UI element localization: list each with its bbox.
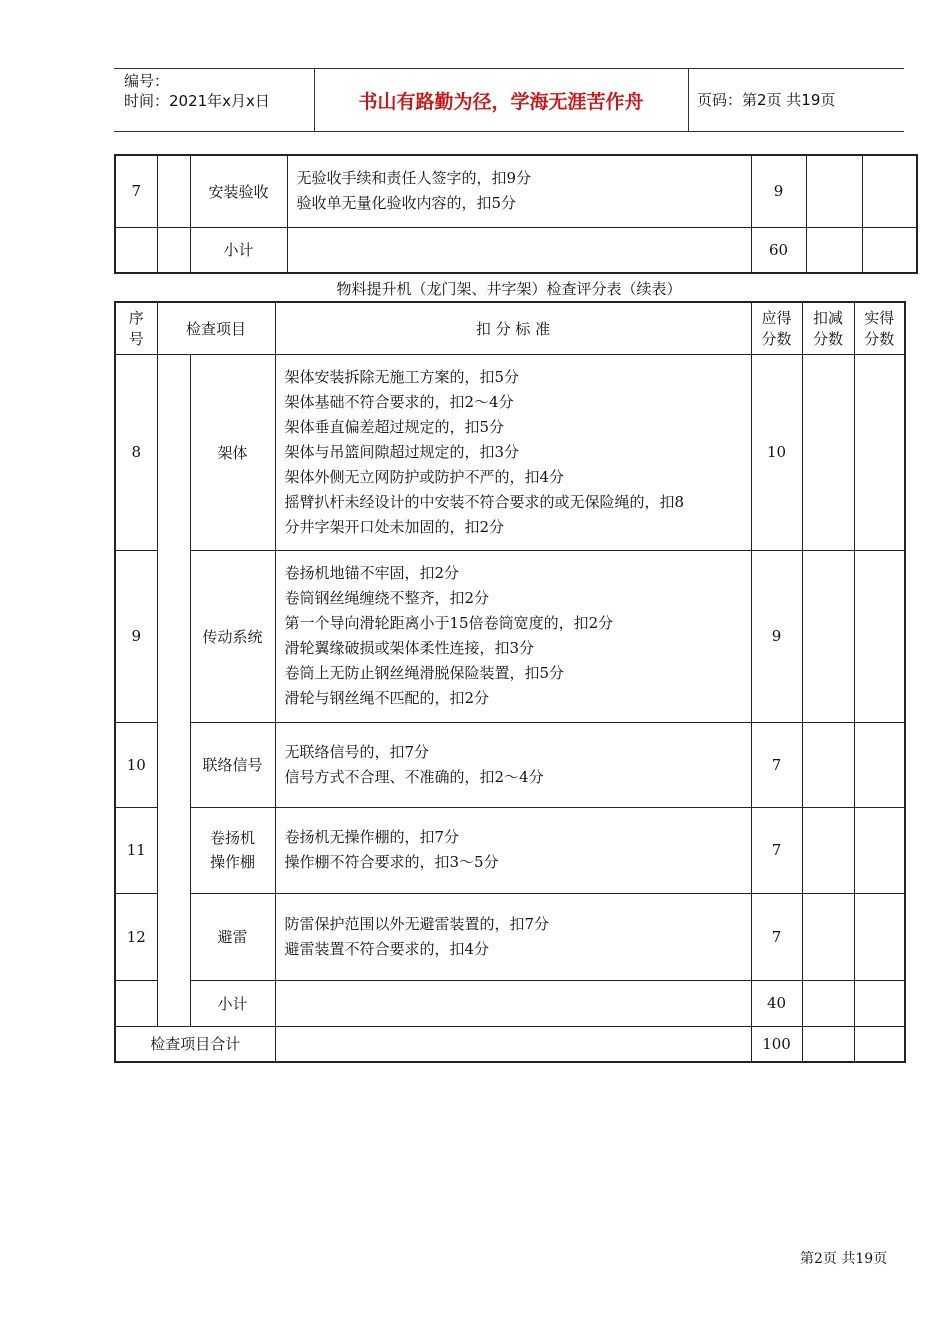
table-row: [115, 807, 905, 893]
header-meta: [124, 71, 270, 111]
group-cell: [157, 354, 190, 1026]
header-page-label: 页码：第2页 共19页: [697, 91, 836, 109]
row-criteria: 卷扬机无操作棚的，扣7分 操作棚不符合要求的，扣3～5分: [275, 807, 751, 893]
page-header: [114, 68, 904, 132]
table-row: [115, 550, 905, 722]
score-table-top: [114, 154, 918, 274]
row-no: 10: [115, 722, 157, 807]
row-criteria: 卷扬机地锚不牢固，扣2分 卷筒钢丝绳缠绕不整齐，扣2分 第一个导向滑轮距离小于15倍卷筒宽度的，扣2分 滑轮翼缘破损或架体柔性连接，扣3分 卷筒上无防止钢丝绳滑脱保险装置，扣5分 滑轮与钢丝绳不匹配的，扣2分: [275, 550, 751, 722]
row-score: 7: [751, 893, 802, 980]
row-score: 7: [751, 722, 802, 807]
date-label: 时间：2021年x月x日: [124, 92, 270, 110]
table-header-row: [115, 302, 905, 354]
row-no: 9: [115, 550, 157, 722]
row-criteria: 防雷保护范围以外无避雷装置的，扣7分 避雷装置不符合要求的，扣4分: [275, 893, 751, 980]
header-motto: 书山有路勤为径，学海无涯苦作舟: [358, 91, 644, 113]
row-score: 7: [751, 807, 802, 893]
number-label: 编号：: [124, 72, 170, 90]
subtotal-row: [115, 227, 917, 273]
header-item: 检查项目: [157, 302, 275, 354]
header-criteria: 扣 分 标 准: [275, 302, 751, 354]
subtotal-score: 40: [751, 980, 802, 1026]
subtotal-label: 小计: [190, 980, 275, 1026]
total-label: 检查项目合计: [115, 1026, 275, 1062]
subtotal-score: 60: [751, 227, 806, 273]
header-no: 序 号: [115, 302, 157, 354]
row-item: 架体: [190, 354, 275, 550]
row-no: 8: [115, 354, 157, 550]
row-item: 安装验收: [190, 155, 287, 227]
page-footer: 第2页 共19页: [800, 1251, 888, 1267]
row-no: 11: [115, 807, 157, 893]
row-item: 卷扬机 操作棚: [190, 807, 275, 893]
header-deduct: 扣减 分数: [802, 302, 854, 354]
row-no: 12: [115, 893, 157, 980]
header-actual: 实得 分数: [854, 302, 905, 354]
row-item: 传动系统: [190, 550, 275, 722]
subtotal-label: 小计: [190, 227, 287, 273]
total-score: 100: [751, 1026, 802, 1062]
row-score: 9: [751, 550, 802, 722]
table-row: [115, 893, 905, 980]
total-row: [115, 1026, 905, 1062]
table-caption: 物料提升机（龙门架、井字架）检查评分表（续表）: [336, 280, 682, 298]
table-row: [115, 722, 905, 807]
header-score: 应得 分数: [751, 302, 802, 354]
row-criteria: 无联络信号的，扣7分 信号方式不合理、不准确的，扣2～4分: [275, 722, 751, 807]
row-item: 联络信号: [190, 722, 275, 807]
row-item: 避雷: [190, 893, 275, 980]
row-score: 10: [751, 354, 802, 550]
row-criteria: 架体安装拆除无施工方案的，扣5分 架体基础不符合要求的，扣2～4分 架体垂直偏差超过规定的，扣5分 架体与吊篮间隙超过规定的，扣3分 架体外侧无立网防护或防护不严的，扣4分 摇臂扒杆未经设计的中安装不符合要求的或无保险绳的，扣8 分井字架开口处未加固的，扣2分: [275, 354, 751, 550]
table-row: [115, 155, 917, 227]
subtotal-row: [115, 980, 905, 1026]
table-row: [115, 354, 905, 550]
row-no: 7: [115, 155, 157, 227]
score-table-main: [114, 301, 906, 1063]
row-score: 9: [751, 155, 806, 227]
row-criteria: 无验收手续和责任人签字的，扣9分 验收单无量化验收内容的，扣5分: [287, 155, 751, 227]
